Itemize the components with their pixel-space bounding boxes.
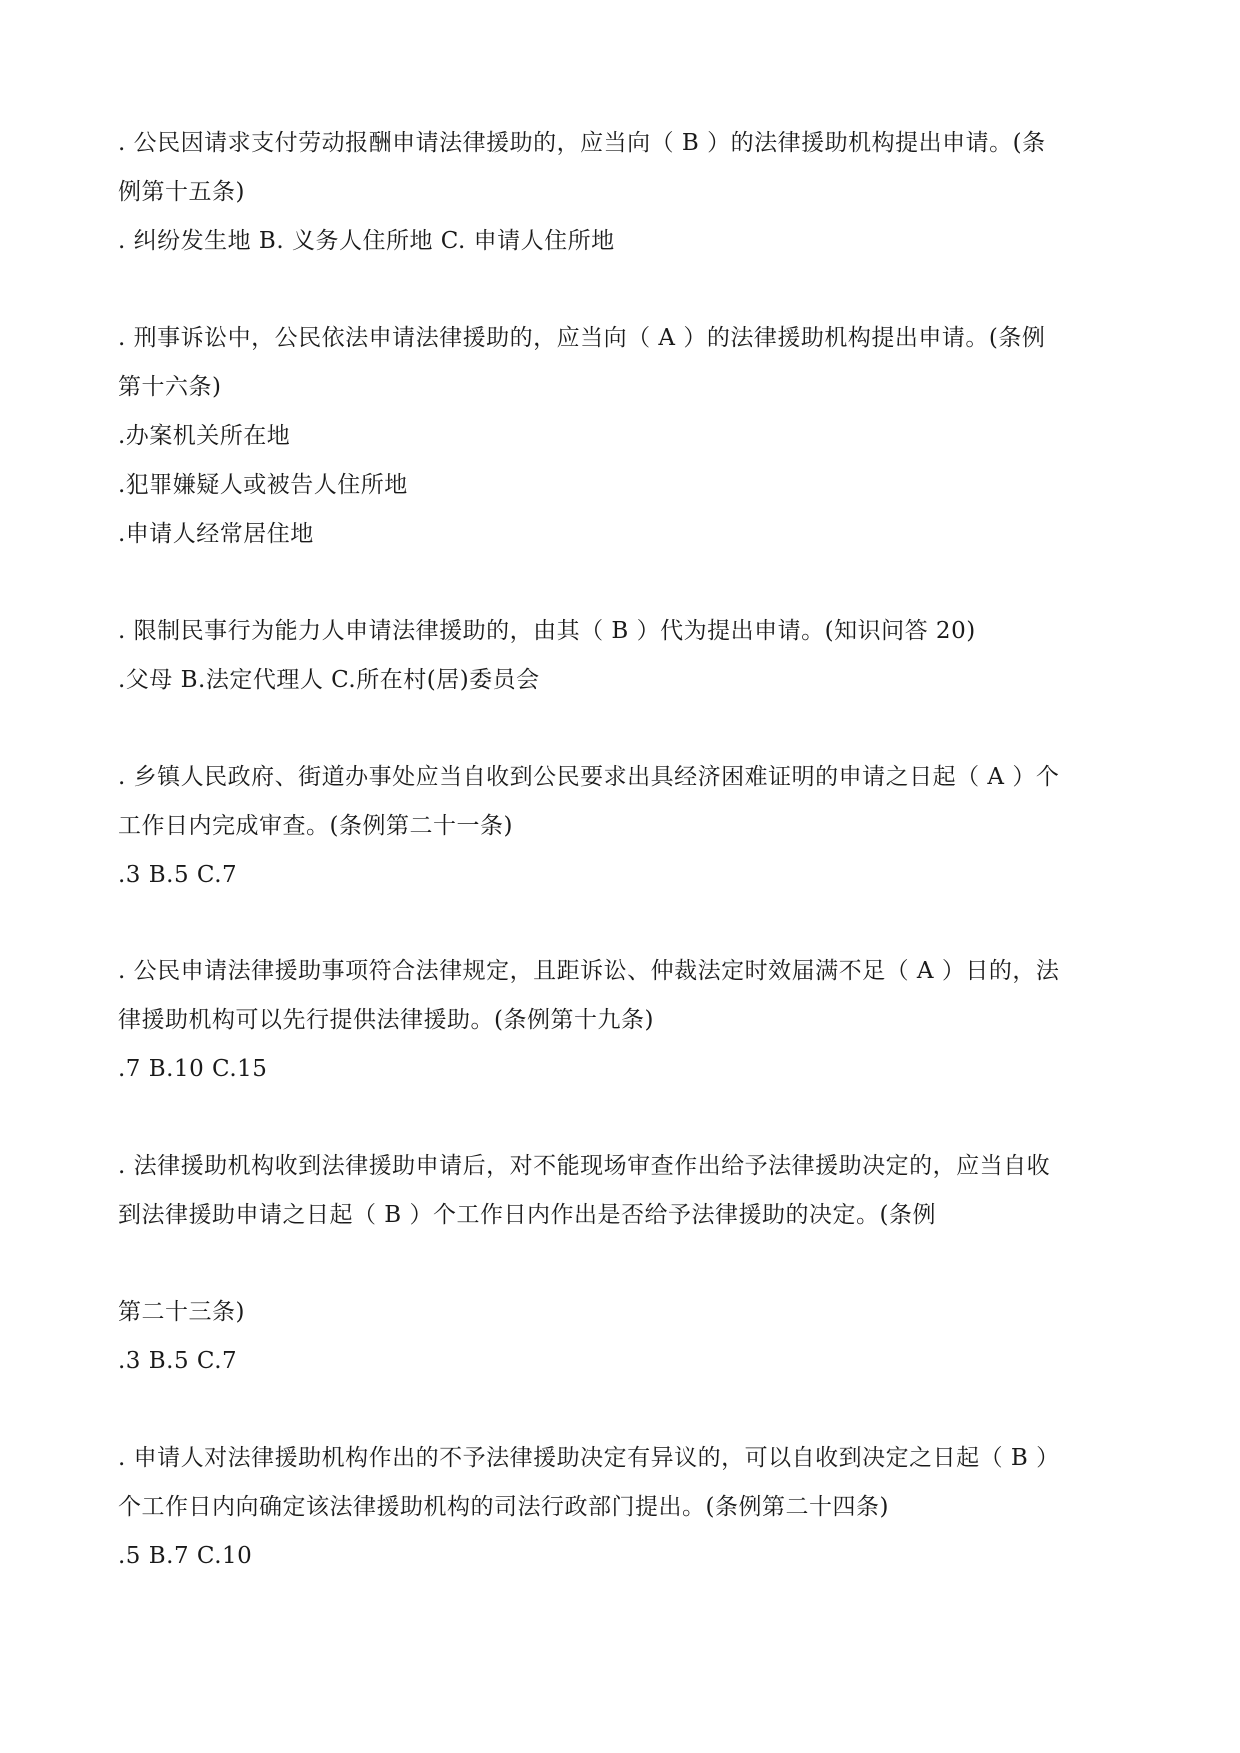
question-4-options: .3 B.5 C.7 (118, 862, 238, 888)
question-1-stem-line-1: . 公民因请求支付劳动报酬申请法律援助的，应当向（ B ）的法律援助机构提出申请。(条 (118, 130, 1046, 156)
question-4-stem-line-1: . 乡镇人民政府、街道办事处应当自收到公民要求出具经济困难证明的申请之日起（ A ）个 (118, 764, 1060, 790)
question-2-option-c: .申请人经常居住地 (118, 521, 314, 547)
question-6-stem-line-2: 到法律援助申请之日起（ B ）个工作日内作出是否给予法律援助的决定。(条例 (118, 1202, 936, 1228)
question-7-stem-line-1: . 申请人对法律援助机构作出的不予法律援助决定有异议的，可以自收到决定之日起（ B ） (118, 1445, 1060, 1471)
question-7-stem-line-2: 个工作日内向确定该法律援助机构的司法行政部门提出。(条例第二十四条) (118, 1494, 889, 1520)
question-3-stem-line-1: . 限制民事行为能力人申请法律援助的，由其（ B ）代为提出申请。(知识问答 20) (118, 618, 976, 644)
question-2-stem-line-2: 第十六条) (118, 374, 222, 400)
question-6-options: .3 B.5 C.7 (118, 1348, 238, 1374)
question-5-stem-line-2: 律援助机构可以先行提供法律援助。(条例第十九条) (118, 1007, 654, 1033)
question-7-options: .5 B.7 C.10 (118, 1543, 253, 1569)
question-3-options: .父母 B.法定代理人 C.所在村(居)委员会 (118, 667, 540, 693)
question-4-stem-line-2: 工作日内完成审查。(条例第二十一条) (118, 813, 513, 839)
question-1-stem-line-2: 例第十五条) (118, 179, 245, 205)
question-6-stem-line-3: 第二十三条) (118, 1299, 245, 1325)
question-5-stem-line-1: . 公民申请法律援助事项符合法律规定，且距诉讼、仲裁法定时效届满不足（ A ）日的，法 (118, 958, 1060, 984)
question-2-option-a: .办案机关所在地 (118, 423, 291, 449)
question-1-options: . 纠纷发生地 B. 义务人住所地 C. 申请人住所地 (118, 228, 615, 254)
question-5-options: .7 B.10 C.15 (118, 1056, 268, 1082)
question-2-stem-line-1: . 刑事诉讼中，公民依法申请法律援助的，应当向（ A ）的法律援助机构提出申请。(条例 (118, 325, 1046, 351)
question-2-option-b: .犯罪嫌疑人或被告人住所地 (118, 472, 408, 498)
question-6-stem-line-1: . 法律援助机构收到法律援助申请后，对不能现场审查作出给予法律援助决定的，应当自收 (118, 1153, 1051, 1179)
